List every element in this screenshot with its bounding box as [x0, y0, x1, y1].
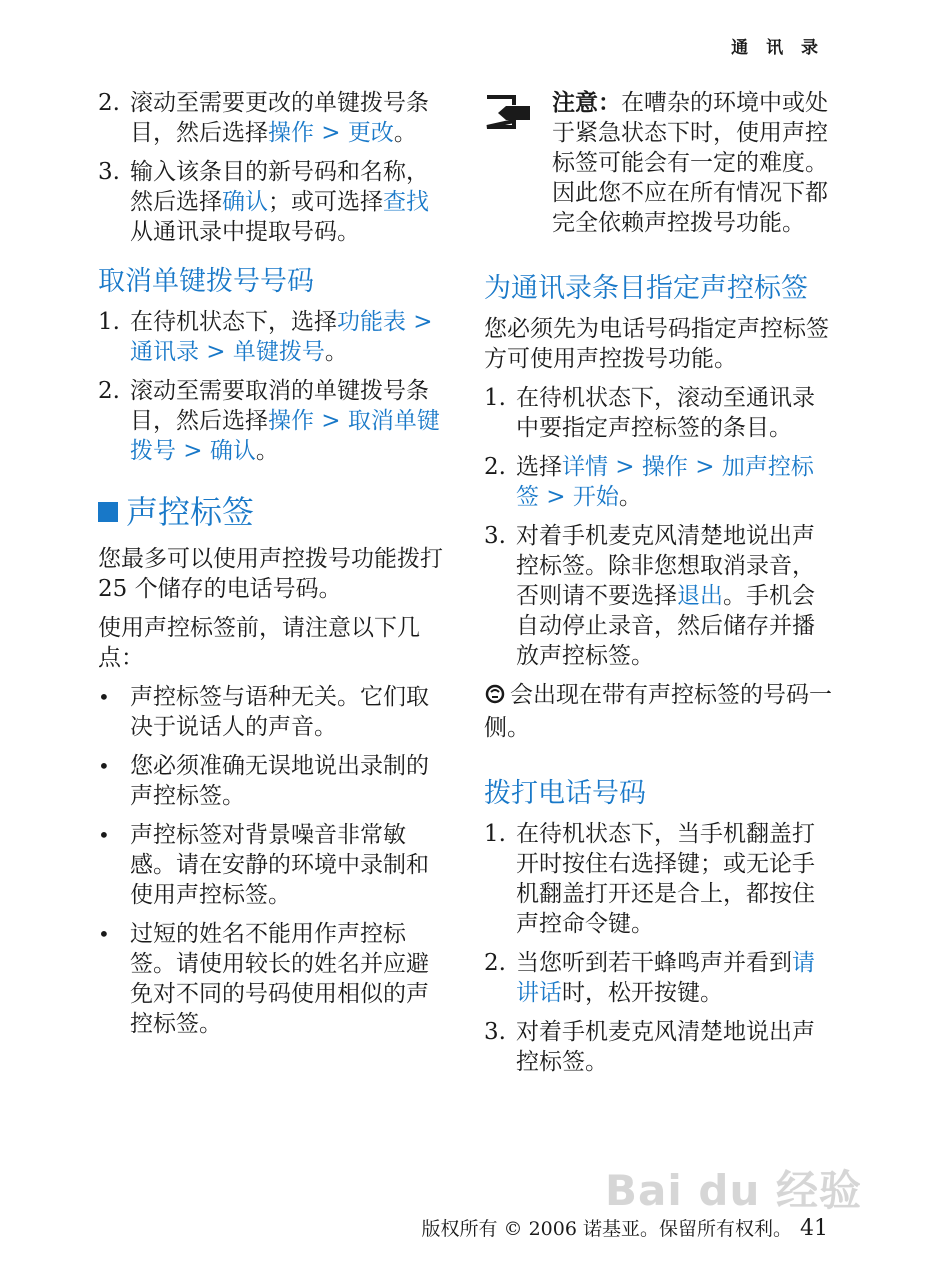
link-contacts[interactable]: 通讯录	[130, 339, 199, 365]
paragraph: 使用声控标签前，请注意以下几点：	[98, 615, 420, 671]
link-change[interactable]: 更改	[347, 120, 394, 146]
bullet-item: • 您必须准确无误地说出录制的声控标签。	[98, 753, 429, 809]
link-confirm[interactable]: 确认	[222, 189, 268, 215]
paragraph: 您必须先为电话号码指定声控标签方可使用声控拨号功能。	[484, 316, 829, 372]
list-item: 2. 当您听到若干蜂鸣声并看到请讲话时，松开按键。	[484, 950, 815, 1006]
section-heading-cancel: 取消单键拨号号码	[98, 266, 314, 297]
paragraph: 您最多可以使用声控拨号功能拨打 25 个储存的电话号码。	[98, 546, 443, 602]
note-box: 注意：在嘈杂的环境中或处于紧急状态下时，使用声控标签可能会有一定的难度。因此您不应在所有情况下都完全依赖声控拨号功能。	[484, 88, 834, 238]
list-item: 2. 选择详情 > 操作 > 加声控标签 > 开始。	[484, 454, 814, 510]
voice-tag-icon	[484, 683, 506, 713]
list-item: 1. 在待机状态下，滚动至通讯录中要指定声控标签的条目。	[484, 385, 815, 441]
link-details[interactable]: 详情	[562, 454, 608, 480]
list-item: 1. 在待机状态下，选择功能表 > 通讯录 > 单键拨号。	[98, 309, 433, 365]
link-start[interactable]: 开始	[572, 484, 619, 510]
note-icon	[484, 88, 552, 238]
section-heading-voice-tags: 声控标签	[98, 492, 448, 532]
list-item: 3. 对着手机麦克风清楚地说出声控标签。	[484, 1019, 815, 1075]
right-column	[484, 88, 834, 1086]
link-cancel-speed-dial[interactable]: 取消单键拨号	[130, 408, 440, 464]
link-menu[interactable]: 功能表	[337, 309, 406, 335]
icon-note-paragraph: 会出现在带有声控标签的号码一侧。	[484, 682, 832, 741]
page-footer	[422, 1214, 828, 1241]
link-options[interactable]: 操作	[268, 408, 314, 434]
left-column	[98, 88, 448, 1048]
link-speed-dial[interactable]: 单键拨号	[232, 339, 325, 365]
list-item: 1. 在待机状态下，当手机翻盖打开时按住右选择键；或无论手机翻盖打开还是合上，都按住声控命令键。	[484, 821, 815, 937]
link-options[interactable]: 操作	[641, 454, 688, 480]
bullet-item: • 声控标签与语种无关。它们取决于说话人的声音。	[98, 684, 429, 740]
list-item: 2. 滚动至需要取消的单键拨号条目，然后选择操作 > 取消单键拨号 > 确认。	[98, 378, 440, 464]
bullet-icon: •	[98, 922, 110, 946]
link-options[interactable]: 操作	[268, 120, 314, 146]
bullet-item: • 过短的姓名不能用作声控标签。请使用较长的姓名并应避免对不同的号码使用相似的声控标签。	[98, 921, 429, 1037]
bullet-icon: •	[98, 685, 110, 709]
link-add-voice-tag[interactable]: 加声控标签	[516, 454, 814, 510]
section-heading-dial: 拨打电话号码	[484, 778, 646, 809]
section-square-icon	[98, 502, 118, 522]
link-exit[interactable]: 退出	[677, 583, 723, 609]
bullet-item: • 声控标签对背景噪音非常敏感。请在安静的环境中录制和使用声控标签。	[98, 822, 429, 908]
list-item: 3. 对着手机麦克风清楚地说出声控标签。除非您想取消录音，否则请不要选择退出。手机会自动停止录音，然后储存并播放声控标签。	[484, 523, 815, 669]
bullet-icon: •	[98, 754, 110, 778]
list-item: 3. 输入该条目的新号码和名称，然后选择确认；或可选择查找从通讯录中提取号码。	[98, 159, 429, 245]
section-heading-assign: 为通讯录条目指定声控标签	[484, 273, 808, 304]
link-confirm[interactable]: 确认	[209, 438, 256, 464]
watermark-logo: Bai du 经验	[605, 1166, 862, 1215]
copyright-text: 版权所有 © 2006 诺基亚。保留所有权利。	[421, 1218, 792, 1240]
link-speak-now[interactable]: 请讲话	[516, 950, 815, 1006]
page-number: 41	[800, 1216, 828, 1241]
list-item: 2. 滚动至需要更改的单键拨号条目，然后选择操作 > 更改。	[98, 90, 429, 146]
link-find[interactable]: 查找	[383, 189, 429, 215]
running-header: 通 讯 录	[731, 38, 824, 58]
bullet-icon: •	[98, 823, 110, 847]
